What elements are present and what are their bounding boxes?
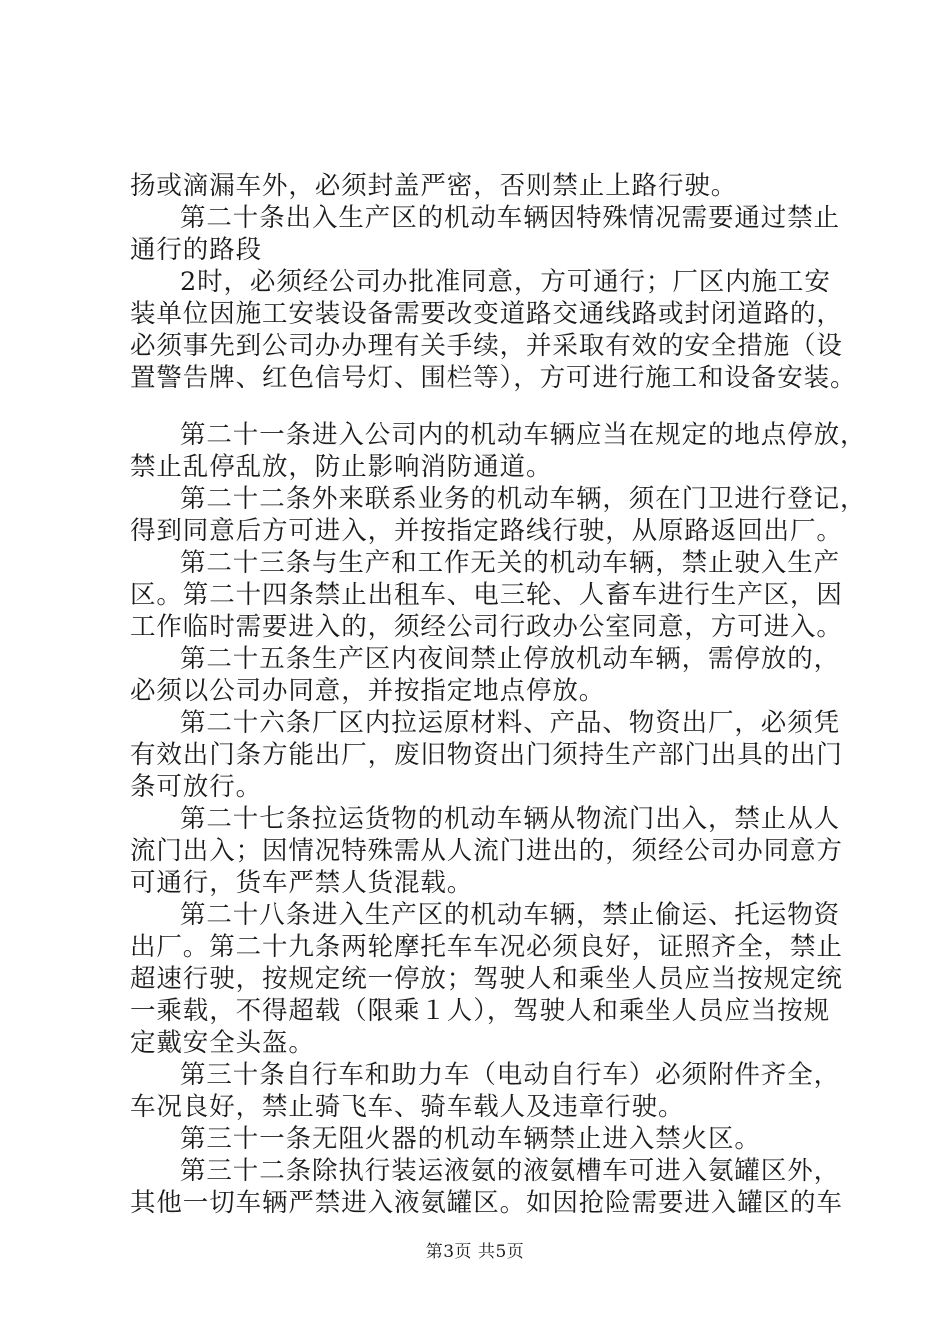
text-line: 必须事先到公司办办理有关手续，并采取有效的安全措施（设	[130, 331, 843, 361]
text-line: 出厂。第二十九条两轮摩托车车况必须良好，证照齐全，禁止	[130, 932, 843, 962]
text-line: 定戴安全头盔。	[130, 1028, 315, 1058]
text-line: 扬或滴漏车外，必须封盖严密，否则禁止上路行驶。	[130, 171, 738, 201]
text-line: 一乘载，不得超载（限乘１人），驾驶人和乘坐人员应当按规	[130, 996, 831, 1026]
text-line: 第三十二条除执行装运液氨的液氨槽车可进入氨罐区外，	[180, 1156, 841, 1186]
text-line: 区。第二十四条禁止出租车、电三轮、人畜车进行生产区，因	[130, 580, 843, 610]
page-number-footer: 第3页 共5页	[425, 1242, 525, 1262]
text-line: 第三十一条无阻火器的机动车辆禁止进入禁火区。	[180, 1124, 761, 1154]
text-line: 第二十二条外来联系业务的机动车辆，须在门卫进行登记，	[180, 484, 867, 514]
text-line: 通行的路段	[130, 235, 263, 265]
text-line: 有效出门条方能出厂，废旧物资出门须持生产部门出具的出门	[130, 740, 843, 770]
text-line: 条可放行。	[130, 772, 263, 802]
text-line: 第二十三条与生产和工作无关的机动车辆，禁止驶入生产	[180, 548, 841, 578]
text-line: 流门出入；因情况特殊需从人流门进出的，须经公司办同意方	[130, 836, 843, 866]
text-line: 2时，必须经公司办批准同意，方可通行；厂区内施工安	[180, 267, 831, 297]
text-line: 工作临时需要进入的，须经公司行政办公室同意，方可进入。	[130, 612, 843, 642]
text-line: 得到同意后方可进入，并按指定路线行驶，从原路返回出厂。	[130, 516, 843, 546]
text-line: 第二十八条进入生产区的机动车辆，禁止偷运、托运物资	[180, 900, 841, 930]
text-line: 第二十条出入生产区的机动车辆因特殊情况需要通过禁止	[180, 203, 841, 233]
text-line: 其他一切车辆严禁进入液氨罐区。如因抢险需要进入罐区的车	[130, 1188, 843, 1218]
text-line: 第三十条自行车和助力车（电动自行车）必须附件齐全，	[180, 1060, 841, 1090]
text-line: 可通行，货车严禁人货混载。	[130, 868, 474, 898]
text-line: 第二十六条厂区内拉运原材料、产品、物资出厂，必须凭	[180, 708, 841, 738]
text-line: 禁止乱停乱放，防止影响消防通道。	[130, 452, 553, 482]
text-line: 第二十五条生产区内夜间禁止停放机动车辆，需停放的，	[180, 644, 841, 674]
text-line: 超速行驶，按规定统一停放；驾驶人和乘坐人员应当按规定统	[130, 964, 843, 994]
text-line: 车况良好，禁止骑飞车、骑车载人及违章行驶。	[130, 1092, 685, 1122]
text-line: 第二十七条拉运货物的机动车辆从物流门出入，禁止从人	[180, 804, 841, 834]
text-line: 必须以公司办同意，并按指定地点停放。	[130, 676, 606, 706]
text-line: 置警告牌、红色信号灯、围栏等），方可进行施工和设备安装。	[130, 363, 857, 393]
text-line: 第二十一条进入公司内的机动车辆应当在规定的地点停放，	[180, 420, 867, 450]
text-line: 装单位因施工安装设备需要改变道路交通线路或封闭道路的，	[130, 299, 843, 329]
